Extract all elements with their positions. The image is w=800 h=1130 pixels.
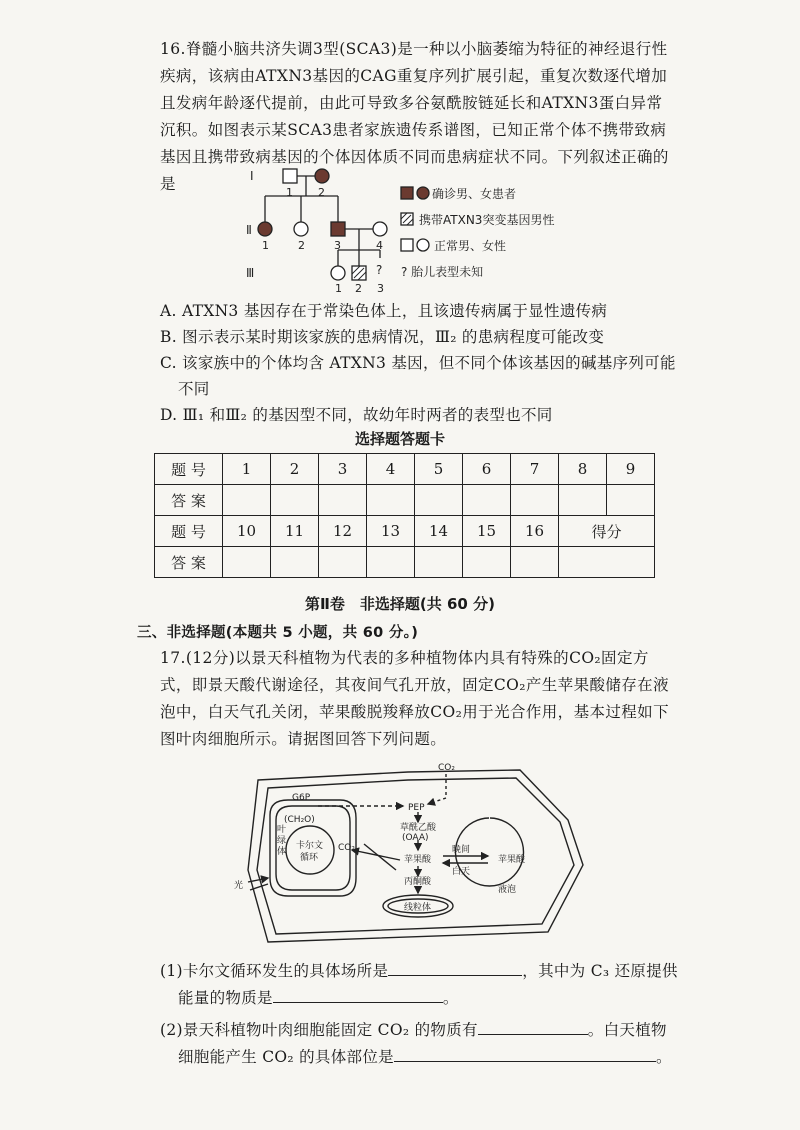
q17-sub1-blank-1[interactable] <box>388 959 522 976</box>
answer-box[interactable] <box>559 485 607 516</box>
answer-box[interactable] <box>223 485 271 516</box>
q17-sub2-text-c: 细胞能产生 CO₂ 的具体部位是 <box>178 1048 394 1066</box>
q17-sub2-text-a: (2)景天科植物叶肉细胞能固定 CO₂ 的物质有 <box>160 1021 478 1039</box>
q17-sub1-blank-2[interactable] <box>273 986 443 1003</box>
qnum-cell: 6 <box>463 454 511 485</box>
qnum-cell: 5 <box>415 454 463 485</box>
part2-title: 第Ⅱ卷 非选择题(共 60 分) <box>305 595 495 613</box>
II3-affected-male <box>331 222 345 236</box>
q17-sub1-text-a: (1)卡尔文循环发生的具体场所是 <box>160 962 389 980</box>
III1-number: 1 <box>335 282 342 295</box>
cam-cell-diagram <box>228 760 588 946</box>
qnum-label: 题 号 <box>155 454 223 485</box>
light-label: 光 <box>234 881 244 891</box>
vacuole-label: 液泡 <box>498 885 517 895</box>
answer-card-table <box>154 453 655 578</box>
malate-left-label: 苹果酸 <box>404 855 432 865</box>
answer-box[interactable] <box>415 547 463 578</box>
q16-option-b: B. 图示表示某时期该家族的患病情况，Ⅲ₂ 的患病程度可能改变 <box>160 328 605 346</box>
pedigree-chart <box>240 160 570 295</box>
calvin-label-2: 循环 <box>300 853 319 863</box>
q16-option-c: C. 该家族中的个体均含 ATXN3 基因，但不同个体该基因的碱基序列可能 <box>160 354 676 372</box>
q17-sub2-text-d: 。 <box>655 1048 672 1066</box>
ch2o-label: (CH₂O) <box>284 815 315 825</box>
q16-option-c-cont: 不同 <box>178 380 210 398</box>
score-label: 得分 <box>559 516 655 547</box>
legend-carrier: 携带ATXN3突变基因男性 <box>419 213 555 227</box>
q17-sub2-blank-2[interactable] <box>394 1045 656 1062</box>
section3-heading: 三、非选择题(本题共 5 小题，共 60 分。) <box>137 625 419 641</box>
qnum-cell: 8 <box>559 454 607 485</box>
answer-card-title: 选择题答题卡 <box>354 430 445 448</box>
qnum-cell: 2 <box>271 454 319 485</box>
I2-affected-female <box>315 169 329 183</box>
q17-stem: 17.(12分)以景天科植物为代表的多种植物体内具有特殊的CO₂固定方式，即景天酸代谢途径，其夜间气孔开放，固定CO₂产生苹果酸储存在液泡中，白天气孔关闭，苹果酸脱羧释放CO₂用于光合作用，基本过程如下图叶肉细胞所示。请据图回答下列问题。 <box>160 649 669 748</box>
score-box[interactable] <box>559 547 655 578</box>
q17-sub1-text-c: 能量的物质是 <box>178 989 273 1007</box>
qnum-cell: 11 <box>271 516 319 547</box>
gen-I-label: Ⅰ <box>250 169 254 183</box>
answer-box[interactable] <box>367 485 415 516</box>
q16-stem: 16.脊髓小脑共济失调3型(SCA3)是一种以小脑萎缩为特征的神经退行性疾病，该病由ATXN3基因的CAG重复序列扩展引起，重复次数逐代增加且发病年龄逐代提前，由此可导致多谷氨酰胺链延长和ATXN3蛋白异常沉积。如图表示某SCA3患者家族遗传系谱图，已知正常个体不携带致病基因且携带致病基因的个体因体质不同而患病症状不同。下列叙述正确的是 <box>160 40 669 193</box>
I1-normal-male <box>283 169 297 183</box>
qnum-cell: 13 <box>367 516 415 547</box>
answer-label: 答 案 <box>155 485 223 516</box>
answer-box[interactable] <box>607 485 655 516</box>
gen-II-label: Ⅱ <box>246 223 252 237</box>
q17-sub1-line2 <box>178 986 459 1008</box>
answer-box[interactable] <box>271 485 319 516</box>
q17-sub1-text-b: ，其中为 C₃ 还原提供 <box>522 962 678 980</box>
answer-box[interactable] <box>367 547 415 578</box>
mitochondrion-label: 线粒体 <box>404 903 432 913</box>
q17-sub2-blank-1[interactable] <box>478 1018 588 1035</box>
malate-right-label: 苹果酸 <box>498 855 526 865</box>
III1-normal-female <box>331 266 345 280</box>
III2-number: 2 <box>355 282 362 295</box>
II4-normal-female <box>373 222 387 236</box>
II1-number: 1 <box>262 239 269 252</box>
co2-inner-label: CO₂ <box>338 843 355 853</box>
oaa-label-2: (OAA) <box>402 833 429 843</box>
q17-sub2-line1 <box>160 1018 667 1040</box>
answer-box[interactable] <box>511 485 559 516</box>
answer-box[interactable] <box>271 547 319 578</box>
qnum-cell: 16 <box>511 516 559 547</box>
II1-affected-female <box>258 222 272 236</box>
q17-sub1-line1 <box>160 959 678 981</box>
gen-III-label: Ⅲ <box>246 266 255 280</box>
answer-box[interactable] <box>319 547 367 578</box>
II3-number: 3 <box>334 239 341 252</box>
qnum-cell: 15 <box>463 516 511 547</box>
answer-box[interactable] <box>463 485 511 516</box>
answer-box[interactable] <box>463 547 511 578</box>
legend-unknown: ? 胎儿表型未知 <box>401 265 484 279</box>
qnum-cell: 3 <box>319 454 367 485</box>
q17-sub2-line2 <box>178 1045 672 1067</box>
qnum-cell: 12 <box>319 516 367 547</box>
I1-number: 1 <box>286 186 293 199</box>
II4-number: 4 <box>376 239 383 252</box>
qnum-cell: 4 <box>367 454 415 485</box>
night-label: 晚间 <box>452 845 471 855</box>
legend-affected: 确诊男、女患者 <box>432 187 517 201</box>
chloroplast-label: 叶绿体 <box>277 825 287 857</box>
calvin-label-1: 卡尔文 <box>296 841 324 851</box>
pep-label: PEP <box>408 803 425 813</box>
answer-label: 答 案 <box>155 547 223 578</box>
day-label: 白天 <box>452 867 471 877</box>
g6p-label: G6P <box>292 793 311 803</box>
legend-normal: 正常男、女性 <box>434 239 507 253</box>
answer-box[interactable] <box>319 485 367 516</box>
qnum-cell: 7 <box>511 454 559 485</box>
II2-number: 2 <box>298 239 305 252</box>
qnum-cell: 1 <box>223 454 271 485</box>
qnum-label: 题 号 <box>155 516 223 547</box>
III3-number: 3 <box>377 282 384 295</box>
II2-normal-female <box>294 222 308 236</box>
q16-option-a: A. ATXN3 基因存在于常染色体上，且该遗传病属于显性遗传病 <box>160 302 608 320</box>
I2-number: 2 <box>318 186 325 199</box>
q17-sub2-text-b: 。白天植物 <box>587 1021 667 1039</box>
answer-box[interactable] <box>511 547 559 578</box>
qnum-cell: 14 <box>415 516 463 547</box>
qnum-cell: 10 <box>223 516 271 547</box>
answer-box[interactable] <box>415 485 463 516</box>
co2-top-label: CO₂ <box>438 763 455 773</box>
pyruvate-label: 丙酮酸 <box>404 877 432 887</box>
III3-unknown-mark: ? <box>376 263 383 277</box>
oaa-label-1: 草酰乙酸 <box>400 823 437 833</box>
q16-option-d: D. Ⅲ₁ 和Ⅲ₂ 的基因型不同，故幼年时两者的表型也不同 <box>160 406 553 424</box>
q17-sub1-text-d: 。 <box>442 989 459 1007</box>
answer-box[interactable] <box>223 547 271 578</box>
qnum-cell: 9 <box>607 454 655 485</box>
